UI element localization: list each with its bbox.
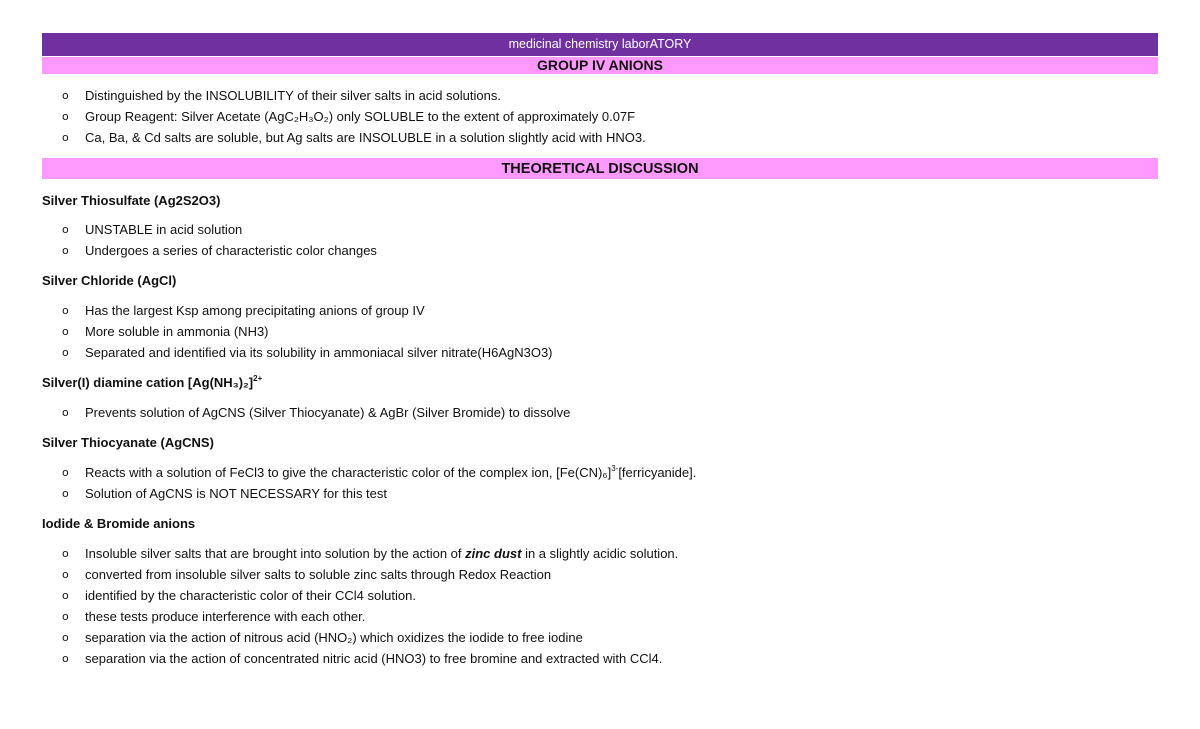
bullet-icon: o (62, 346, 69, 359)
section-title-banner: GROUP IV ANIONS (42, 57, 1158, 74)
list-item: o converted from insoluble silver salts to soluble zinc salts through Redox Reaction (42, 564, 1158, 585)
bullet-icon: o (62, 406, 69, 419)
heading-iodide-bromide: Iodide & Bromide anions (42, 516, 196, 531)
charge-superscript: 2+ (253, 374, 263, 383)
diamine-list (42, 402, 1158, 423)
bullet-icon: o (62, 589, 69, 602)
list-item: o Undergoes a series of characteristic color changes (42, 240, 1158, 261)
heading-silver-thiocyanate: Silver Thiocyanate (AgCNS) (42, 435, 214, 450)
heading-silver-chloride: Silver Chloride (AgCl) (42, 273, 177, 288)
list-item: o these tests produce interference with each other. (42, 606, 1158, 627)
list-item: o Distinguished by the INSOLUBILITY of their silver salts in acid solutions. (42, 85, 1158, 106)
list-item: o Ca, Ba, & Cd salts are soluble, but Ag salts are INSOLUBLE in a solution slightly acid with HNO3. (42, 127, 1158, 148)
bullet-icon: o (62, 223, 69, 236)
list-item: o Insoluble silver salts that are brought into solution by the action of zinc dust in a slightly acidic solution. (42, 543, 1158, 564)
emphasis-text: zinc dust (465, 546, 522, 561)
bullet-icon: o (62, 110, 69, 123)
thiocyanate-list (42, 462, 1158, 504)
list-item: o Has the largest Ksp among precipitating anions of group IV (42, 300, 1158, 321)
bullet-icon: o (62, 325, 69, 338)
bullet-icon: o (62, 652, 69, 665)
list-item: o Reacts with a solution of FeCl3 to give the characteristic color of the complex ion, $[Fe(CN)_6]^{3-}[ferricyanide]$. (42, 462, 1158, 483)
list-item: o identified by the characteristic color of their CCl4 solution. (42, 585, 1158, 606)
chloride-list (42, 300, 1158, 363)
bullet-icon: o (62, 610, 69, 623)
document-page (42, 33, 1158, 666)
bullet-icon: o (62, 547, 69, 560)
bullet-icon: o (62, 568, 69, 581)
list-item: o More soluble in ammonia (NH3) (42, 321, 1158, 342)
bullet-icon: o (62, 131, 69, 144)
iodide-list (42, 543, 1158, 669)
list-item: o Separated and identified via its solubility in ammoniacal silver nitrate(H6AgN3O3) (42, 342, 1158, 363)
bullet-icon: o (62, 466, 69, 479)
list-item: o Solution of AgCNS is NOT NECESSARY for this test (42, 483, 1158, 504)
list-item: o separation via the action of concentrated nitric acid (HNO3) to free bromine and extracted with CCl4. (42, 648, 1158, 669)
bullet-icon: o (62, 89, 69, 102)
course-banner: medicinal chemistry laborATORY (42, 33, 1158, 56)
thiosulfate-list (42, 219, 1158, 261)
bullet-icon: o (62, 631, 69, 644)
intro-list (42, 85, 1158, 148)
theory-banner: THEORETICAL DISCUSSION (42, 158, 1158, 179)
bullet-icon: o (62, 244, 69, 257)
heading-silver-diamine: Silver(I) diamine cation $[Ag(NH_3)_2]^{2+}$ (42, 374, 263, 390)
heading-silver-thiosulfate: Silver Thiosulfate (Ag2S2O3) (42, 193, 221, 208)
list-item: o separation via the action of nitrous acid (HNO₂) which oxidizes the iodide to free iodine (42, 627, 1158, 648)
list-item: o UNSTABLE in acid solution (42, 219, 1158, 240)
list-item: o Group Reagent: Silver Acetate (AgC₂H₃O₂) only SOLUBLE to the extent of approximately 0.07F (42, 106, 1158, 127)
bullet-icon: o (62, 304, 69, 317)
list-item: o Prevents solution of AgCNS (Silver Thiocyanate) & AgBr (Silver Bromide) to dissolve (42, 402, 1158, 423)
bullet-icon: o (62, 487, 69, 500)
